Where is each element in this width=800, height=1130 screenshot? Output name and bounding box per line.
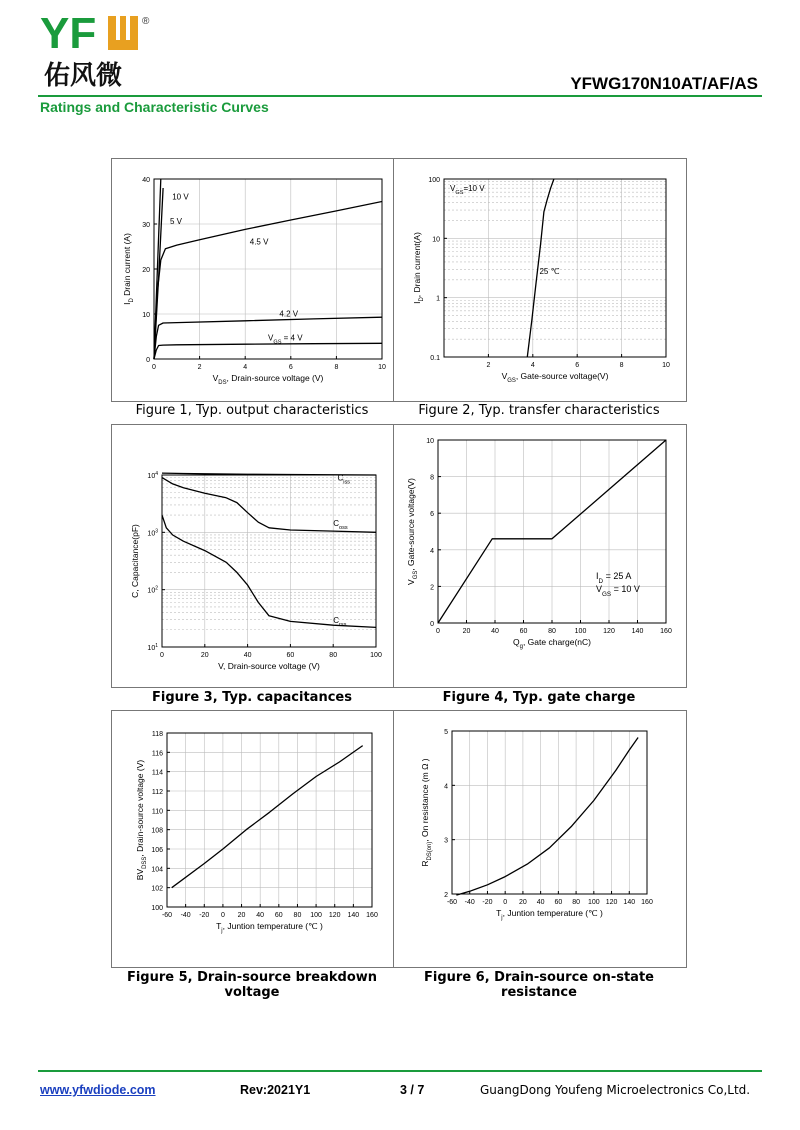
x-tick-label: 140 xyxy=(623,899,636,906)
x-tick-label: 10 xyxy=(662,362,670,369)
x-tick-label: -60 xyxy=(161,912,173,919)
x-tick-label: 8 xyxy=(334,364,339,371)
y-tick-label: 1 xyxy=(436,295,440,303)
y-tick-label: 5 xyxy=(444,729,448,736)
x-tick-label: -40 xyxy=(180,912,191,919)
y-tick-label: 116 xyxy=(151,750,163,758)
y-tick-label: 2 xyxy=(444,892,448,899)
y-tick-label: 112 xyxy=(151,789,163,796)
figure-6-panel xyxy=(393,710,687,968)
x-tick-label: 80 xyxy=(293,912,302,919)
website-link[interactable]: www.yfwdiode.com xyxy=(40,1083,156,1097)
x-tick-label: -40 xyxy=(464,899,475,906)
plot-area xyxy=(162,475,376,647)
registered-mark: ® xyxy=(142,16,150,27)
x-axis-title: $T_j$, Juntion temperature (℃ ) xyxy=(496,908,603,921)
figure-2-caption: Figure 2, Typ. transfer characteristics xyxy=(418,403,660,418)
y-tick-label: 118 xyxy=(151,731,163,738)
x-tick-label: 6 xyxy=(288,364,293,371)
y-tick-label: 20 xyxy=(142,267,150,274)
x-tick-label: 160 xyxy=(641,899,653,906)
y-tick-label: 108 xyxy=(151,827,163,835)
y-tick-label: $10^1$ xyxy=(147,643,158,652)
x-axis-title: V, Drain-source voltage (V) xyxy=(218,661,320,671)
series-label-4: 4.2 V xyxy=(279,309,299,319)
plot-area xyxy=(452,731,647,894)
figure-2-panel xyxy=(393,158,687,402)
logo-yf: YF xyxy=(40,10,97,58)
series-label-1: $C_{iss}$ xyxy=(337,473,351,486)
y-tick-label: 0.1 xyxy=(430,355,440,362)
series-label-5: $V_{GS} = 4$ V xyxy=(268,333,303,346)
footer-company: GuangDong Youfeng Microelectronics Co,Ltd. xyxy=(480,1083,751,1097)
section-title: Ratings and Characteristic Curves xyxy=(40,99,269,115)
x-tick-label: -20 xyxy=(482,899,493,906)
y-axis-title: $I_D$ Drain current (A) xyxy=(122,233,135,305)
x-tick-label: 140 xyxy=(347,912,360,919)
figure-1-panel xyxy=(111,158,395,402)
x-tick-label: 20 xyxy=(237,912,246,919)
x-tick-label: 6 xyxy=(575,362,580,369)
figure-5-caption: Figure 5, Drain-source breakdown voltage xyxy=(126,970,378,1000)
x-tick-label: 40 xyxy=(256,912,265,919)
x-tick-label: 100 xyxy=(587,899,600,906)
logo-w-block xyxy=(108,16,138,50)
figure-3-chart xyxy=(112,425,394,687)
y-tick-label: 3 xyxy=(444,837,448,845)
x-axis-title: $V_{DS}$, Drain-source voltage (V) xyxy=(212,373,324,386)
x-tick-label: 160 xyxy=(660,628,672,635)
x-axis-title: $V_{GS}$, Gate-source voltage(V) xyxy=(501,371,609,384)
x-tick-label: 2 xyxy=(486,362,491,369)
x-tick-label: 40 xyxy=(536,899,545,906)
chart-annotation-1: $I_D = 25$ A xyxy=(596,571,632,585)
header-divider xyxy=(38,95,762,97)
series-label-2: 5 V xyxy=(169,217,182,226)
figure-5-panel xyxy=(111,710,395,968)
footer-divider xyxy=(38,1070,762,1072)
y-tick-label: 100 xyxy=(151,905,163,912)
series-label-1: 25 ℃ xyxy=(539,267,560,277)
part-number: YFWG170N10AT/AF/AS xyxy=(570,74,758,93)
y-axis-title: C, Capacitance(pF) xyxy=(130,524,140,598)
x-tick-label: 160 xyxy=(366,912,378,919)
y-tick-label: 10 xyxy=(142,312,150,319)
x-tick-label: 0 xyxy=(152,364,156,371)
x-tick-label: 120 xyxy=(605,899,618,906)
x-tick-label: 80 xyxy=(572,899,580,906)
footer-website[interactable] xyxy=(40,1083,156,1097)
x-tick-label: 120 xyxy=(328,912,341,919)
x-tick-label: 120 xyxy=(603,628,615,635)
x-tick-label: 80 xyxy=(548,628,556,635)
y-tick-label: 100 xyxy=(428,177,440,184)
x-tick-label: 60 xyxy=(554,899,563,906)
figure-5-chart xyxy=(112,711,394,967)
x-tick-label: 8 xyxy=(619,362,624,369)
figure-6-caption: Figure 6, Drain-source on-state resistance xyxy=(424,970,654,1000)
x-tick-label: 2 xyxy=(197,364,202,371)
logo-chinese-name: 佑风微 xyxy=(44,60,123,90)
x-tick-label: 40 xyxy=(491,628,499,635)
x-tick-label: 100 xyxy=(310,912,322,919)
y-tick-label: 114 xyxy=(151,769,163,777)
x-tick-label: 0 xyxy=(160,652,164,659)
chart-annotation-2: $V_{GS} = 10$ V xyxy=(596,584,640,598)
x-tick-label: 60 xyxy=(274,912,283,919)
y-tick-label: $10^2$ xyxy=(147,585,158,595)
figure-2-chart xyxy=(394,159,686,401)
plot-area xyxy=(167,733,372,907)
footer-revision: Rev:2021Y1 xyxy=(240,1083,311,1097)
x-tick-label: 140 xyxy=(631,628,644,635)
y-axis-title: $V_{GS}$, Gate-source voltage(V) xyxy=(406,478,419,585)
y-tick-label: 6 xyxy=(430,511,434,519)
figure-3-caption: Figure 3, Typ. capacitances xyxy=(152,690,352,705)
x-tick-label: 10 xyxy=(378,364,386,371)
y-tick-label: 8 xyxy=(430,474,434,482)
series-label-3: 4.5 V xyxy=(249,237,269,247)
y-tick-label: 106 xyxy=(151,847,163,854)
x-tick-label: 0 xyxy=(436,628,440,635)
y-tick-label: 40 xyxy=(142,177,150,184)
series-label-3: $C_{rss}$ xyxy=(333,616,347,629)
x-tick-label: 20 xyxy=(519,899,527,906)
y-tick-label: 4 xyxy=(430,547,434,555)
figure-4-caption: Figure 4, Typ. gate charge xyxy=(442,690,636,705)
x-tick-label: 80 xyxy=(329,652,338,659)
x-tick-label: 100 xyxy=(370,652,382,659)
x-tick-label: 60 xyxy=(286,652,295,659)
figure-1-caption: Figure 1, Typ. output characteristics xyxy=(135,403,369,418)
x-tick-label: 0 xyxy=(220,912,225,919)
y-tick-label: 0 xyxy=(146,357,150,364)
y-axis-title: $BV_{DSS}$, Drain-source voltage (V) xyxy=(135,759,148,881)
y-tick-label: 104 xyxy=(151,866,163,874)
y-tick-label: $10^4$ xyxy=(147,471,158,480)
x-tick-label: 4 xyxy=(243,364,248,371)
x-tick-label: 60 xyxy=(519,628,528,635)
y-tick-label: 10 xyxy=(426,438,434,445)
y-tick-label: 4 xyxy=(444,783,448,791)
figure-6-chart xyxy=(394,711,686,967)
footer-page-number: 3 / 7 xyxy=(400,1083,425,1097)
x-tick-label: 0 xyxy=(503,899,508,906)
x-axis-title: $Q_g$, Gate charge(nC) xyxy=(513,637,591,650)
company-logo xyxy=(38,10,168,90)
figure-3-panel xyxy=(111,424,395,688)
y-tick-label: 2 xyxy=(430,584,434,592)
x-axis-title: $T_j$, Juntion temperature (℃ ) xyxy=(216,921,323,934)
figure-4-panel xyxy=(393,424,687,688)
y-tick-label: 110 xyxy=(151,808,163,816)
y-tick-label: 102 xyxy=(151,885,163,893)
y-tick-label: 0 xyxy=(430,621,434,628)
x-tick-label: 20 xyxy=(200,652,209,659)
x-tick-label: 100 xyxy=(574,628,587,635)
y-tick-label: $10^3$ xyxy=(147,528,158,538)
y-axis-title: $R_{DS(on)}$, On resistance (m Ω ) xyxy=(420,758,433,867)
y-tick-label: 10 xyxy=(432,236,440,244)
x-tick-label: -60 xyxy=(446,899,458,906)
figure-4-chart xyxy=(394,425,686,687)
x-tick-label: -20 xyxy=(199,912,210,919)
x-tick-label: 4 xyxy=(530,362,535,369)
y-tick-label: 30 xyxy=(142,222,150,229)
x-tick-label: 40 xyxy=(243,652,252,659)
series-label-1: 10 V xyxy=(172,192,189,202)
chart-legend: $V_{GS}=10$ V xyxy=(450,184,485,196)
series-label-2: $C_{oss}$ xyxy=(333,518,348,531)
x-tick-label: 20 xyxy=(462,628,471,635)
y-axis-title: $I_D$, Drain current(A) xyxy=(412,232,425,304)
figure-1-chart xyxy=(112,159,394,401)
